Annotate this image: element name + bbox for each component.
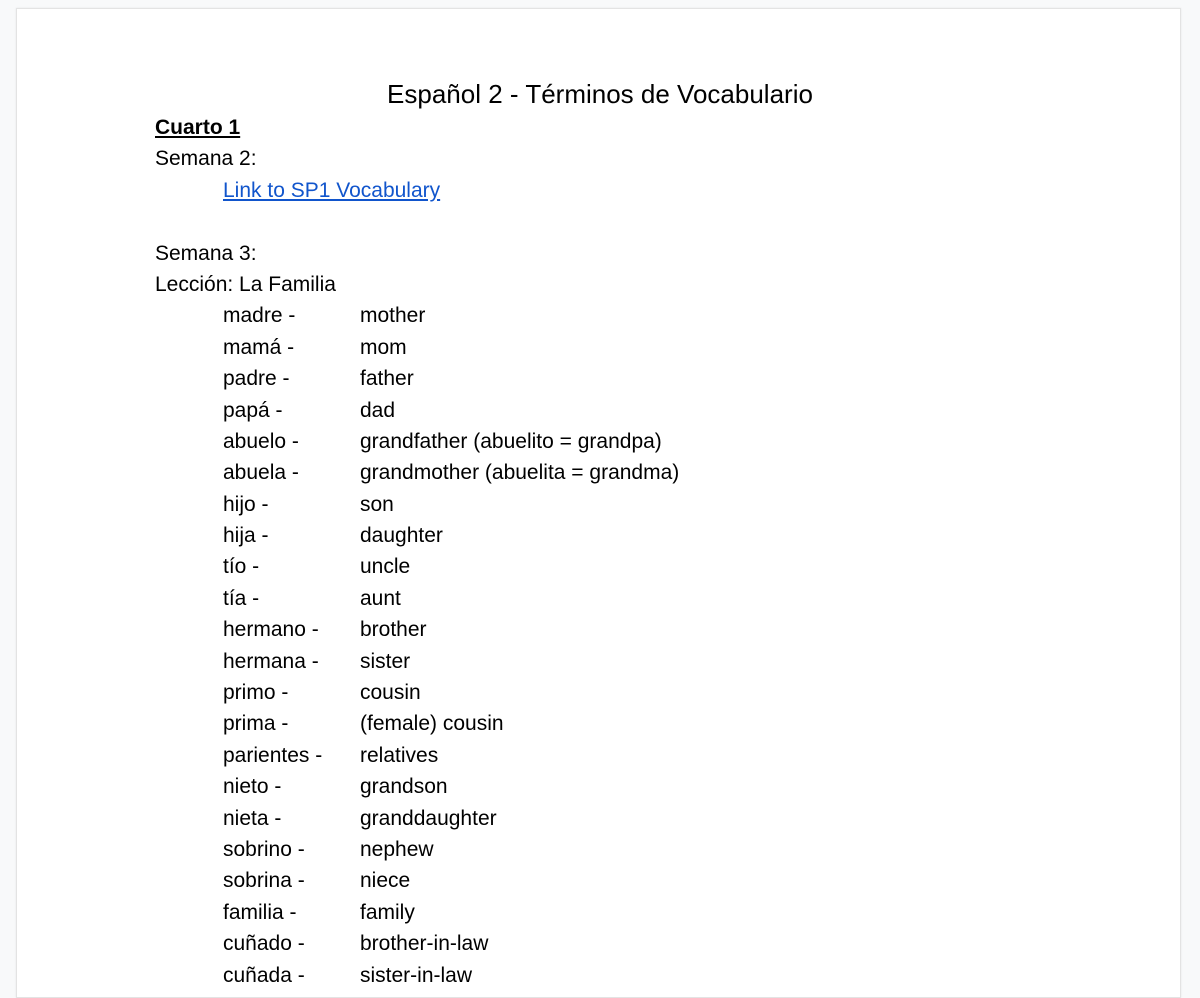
vocabulary-term: papá -	[223, 398, 283, 422]
vocabulary-row	[155, 677, 1045, 708]
vocabulary-term: hijo -	[223, 492, 269, 516]
vocabulary-row	[155, 803, 1045, 834]
week-2-label: Semana 2:	[155, 147, 257, 171]
vocabulary-row	[155, 363, 1045, 394]
vocabulary-meaning: sister	[360, 649, 411, 673]
vocabulary-meaning: family	[360, 900, 415, 924]
vocabulary-row	[155, 834, 1045, 865]
vocabulary-term: cuñada -	[223, 963, 305, 987]
vocabulary-meaning: grandson	[360, 775, 448, 799]
vocabulary-term: hija -	[223, 524, 269, 548]
document-title: Español 2 - Términos de Vocabulario	[387, 79, 813, 109]
vocabulary-meaning: granddaughter	[360, 806, 497, 830]
vocabulary-row	[155, 897, 1045, 928]
vocabulary-row	[155, 646, 1045, 677]
vocabulary-term: prima -	[223, 712, 289, 736]
vocabulary-meaning: brother	[360, 618, 427, 642]
vocabulary-term: nieta -	[223, 806, 282, 830]
quarter-heading: Cuarto 1	[155, 116, 241, 139]
vocabulary-term: sobrina -	[223, 869, 305, 893]
vocabulary-meaning: grandmother (abuelita = grandma)	[360, 461, 680, 485]
vocabulary-meaning: cousin	[360, 681, 421, 705]
vocabulary-meaning: daughter	[360, 524, 443, 548]
lesson-label: Lección: La Familia	[155, 272, 336, 296]
sp1-vocabulary-link[interactable]: Link to SP1 Vocabulary	[223, 178, 441, 202]
vocabulary-row	[155, 332, 1045, 363]
vocabulary-row	[155, 865, 1045, 896]
vocabulary-meaning: father	[360, 367, 414, 391]
vocabulary-meaning: (female) cousin	[360, 712, 504, 736]
vocabulary-term: madre -	[223, 304, 296, 328]
vocabulary-meaning: nephew	[360, 837, 434, 861]
vocabulary-list	[155, 300, 1045, 991]
vocabulary-row	[155, 489, 1045, 520]
vocabulary-row	[155, 551, 1045, 582]
vocabulary-term: cuñado -	[223, 932, 305, 956]
vocabulary-meaning: dad	[360, 398, 396, 422]
vocabulary-term: tío -	[223, 555, 260, 579]
vocabulary-row	[155, 426, 1045, 457]
vocabulary-meaning: relatives	[360, 743, 439, 767]
vocabulary-row	[155, 740, 1045, 771]
vocabulary-row	[155, 928, 1045, 959]
vocabulary-meaning: mother	[360, 304, 426, 328]
week-3-label: Semana 3:	[155, 241, 257, 265]
document-page	[16, 8, 1181, 998]
vocabulary-meaning: uncle	[360, 555, 411, 579]
vocabulary-term: familia -	[223, 900, 297, 924]
vocabulary-meaning: niece	[360, 869, 411, 893]
vocabulary-term: abuela -	[223, 461, 299, 485]
vocabulary-term: abuelo -	[223, 429, 299, 453]
vocabulary-term: sobrino -	[223, 837, 305, 861]
vocabulary-row	[155, 708, 1045, 739]
vocabulary-meaning: aunt	[360, 586, 401, 610]
vocabulary-row	[155, 395, 1045, 426]
vocabulary-row	[155, 614, 1045, 645]
vocabulary-row	[155, 771, 1045, 802]
vocabulary-meaning: son	[360, 492, 394, 516]
vocabulary-term: parientes -	[223, 743, 323, 767]
vocabulary-row	[155, 583, 1045, 614]
vocabulary-row	[155, 960, 1045, 991]
document-body	[155, 76, 1045, 991]
vocabulary-term: hermana -	[223, 649, 319, 673]
vocabulary-meaning: grandfather (abuelito = grandpa)	[360, 429, 662, 453]
vocabulary-meaning: sister-in-law	[360, 963, 473, 987]
vocabulary-meaning: mom	[360, 335, 407, 359]
vocabulary-term: hermano -	[223, 618, 319, 642]
vocabulary-term: padre -	[223, 367, 290, 391]
vocabulary-term: tía -	[223, 586, 260, 610]
week-2-link-line	[155, 175, 1045, 206]
vocabulary-term: mamá -	[223, 335, 295, 359]
vocabulary-term: nieto -	[223, 775, 282, 799]
vocabulary-row	[155, 300, 1045, 331]
vocabulary-row	[155, 520, 1045, 551]
vocabulary-meaning: brother-in-law	[360, 932, 489, 956]
vocabulary-term: primo -	[223, 681, 289, 705]
vocabulary-row	[155, 457, 1045, 488]
blank-line	[155, 206, 1045, 237]
